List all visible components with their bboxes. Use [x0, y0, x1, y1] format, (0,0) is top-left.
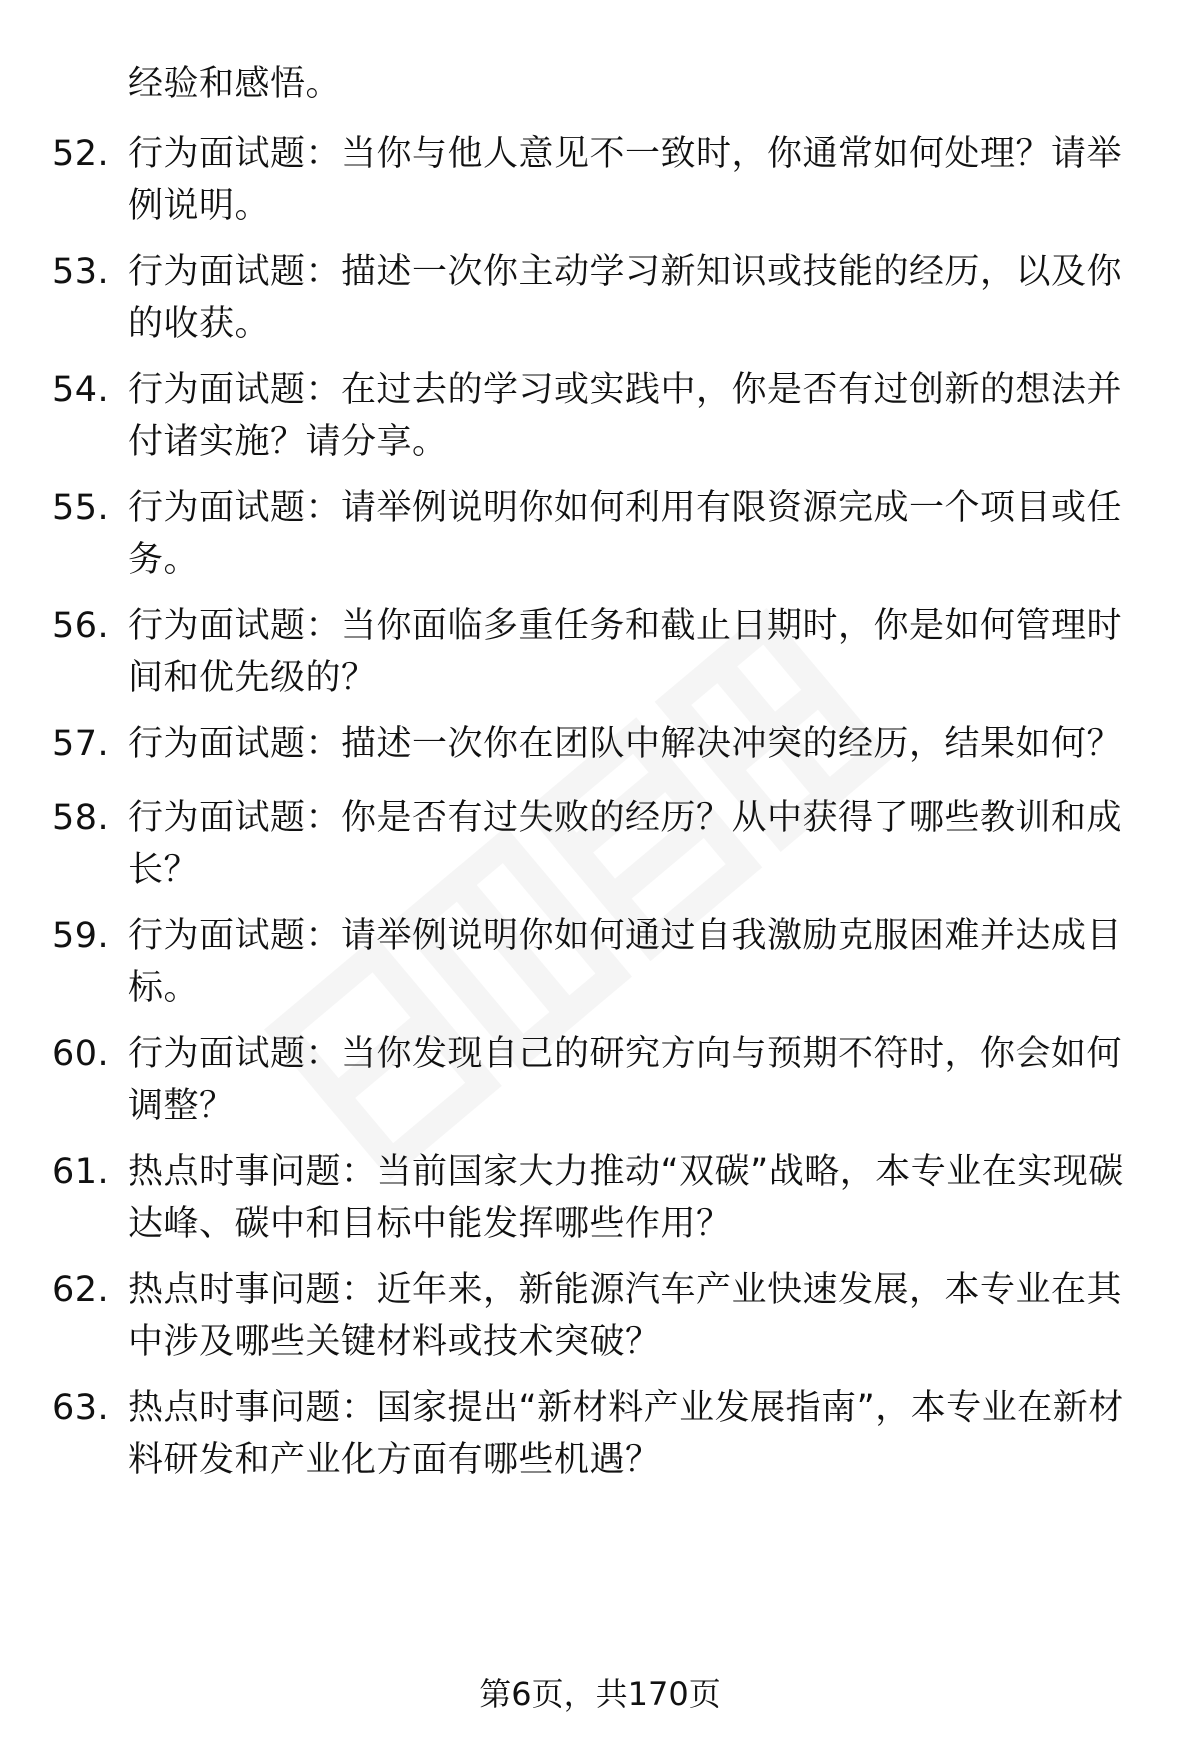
- question-text: 行为面试题：请举例说明你如何利用有限资源完成一个项目或任务。: [128, 488, 1123, 580]
- question-number: 53.: [52, 252, 110, 292]
- question-item: [52, 482, 1152, 586]
- question-number: 63.: [52, 1388, 110, 1428]
- question-item: [52, 246, 1152, 350]
- question-item: [52, 1028, 1152, 1132]
- question-number: 56.: [52, 606, 110, 646]
- question-item: [52, 128, 1152, 232]
- question-text: 热点时事问题：当前国家大力推动“双碳”战略，本专业在实现碳达峰、碳中和目标中能发挥哪些作用？: [128, 1152, 1124, 1244]
- question-text: 行为面试题：在过去的学习或实践中，你是否有过创新的想法并付诸实施？请分享。: [128, 370, 1123, 462]
- question-item: [52, 718, 1152, 770]
- question-number: 52.: [52, 134, 110, 174]
- question-number: 62.: [52, 1270, 110, 1310]
- question-number: 54.: [52, 370, 110, 410]
- question-text: 行为面试题：请举例说明你如何通过自我激励克服困难并达成目标。: [128, 916, 1123, 1008]
- question-item: [52, 792, 1152, 896]
- question-item: [52, 364, 1152, 468]
- question-item: [52, 600, 1152, 704]
- question-number: 58.: [52, 798, 110, 838]
- question-text: 行为面试题：当你发现自己的研究方向与预期不符时，你会如何调整？: [128, 1034, 1123, 1126]
- question-text: 行为面试题：当你与他人意见不一致时，你通常如何处理？请举例说明。: [128, 134, 1123, 226]
- page-number-footer: 第6页，共170页: [479, 1675, 721, 1713]
- question-text: 热点时事问题：国家提出“新材料产业发展指南”，本专业在新材料研发和产业化方面有哪些机遇？: [128, 1388, 1124, 1480]
- question-text: 热点时事问题：近年来，新能源汽车产业快速发展，本专业在其中涉及哪些关键材料或技术突破？: [128, 1270, 1123, 1362]
- question-item: [52, 1146, 1152, 1250]
- continuation-text: 经验和感悟。: [128, 64, 342, 104]
- question-text: 行为面试题：描述一次你在团队中解决冲突的经历，结果如何？: [128, 724, 1123, 764]
- question-text: 行为面试题：你是否有过失败的经历？从中获得了哪些教训和成长？: [128, 798, 1123, 890]
- question-number: 60.: [52, 1034, 110, 1074]
- question-item: [52, 1382, 1152, 1486]
- question-text: 行为面试题：当你面临多重任务和截止日期时，你是如何管理时间和优先级的？: [128, 606, 1123, 698]
- question-number: 55.: [52, 488, 110, 528]
- question-item: [52, 910, 1152, 1014]
- question-item: [52, 1264, 1152, 1368]
- question-number: 61.: [52, 1152, 110, 1192]
- question-text: 行为面试题：描述一次你主动学习新知识或技能的经历，以及你的收获。: [128, 252, 1123, 344]
- question-number: 57.: [52, 724, 110, 764]
- question-number: 59.: [52, 916, 110, 956]
